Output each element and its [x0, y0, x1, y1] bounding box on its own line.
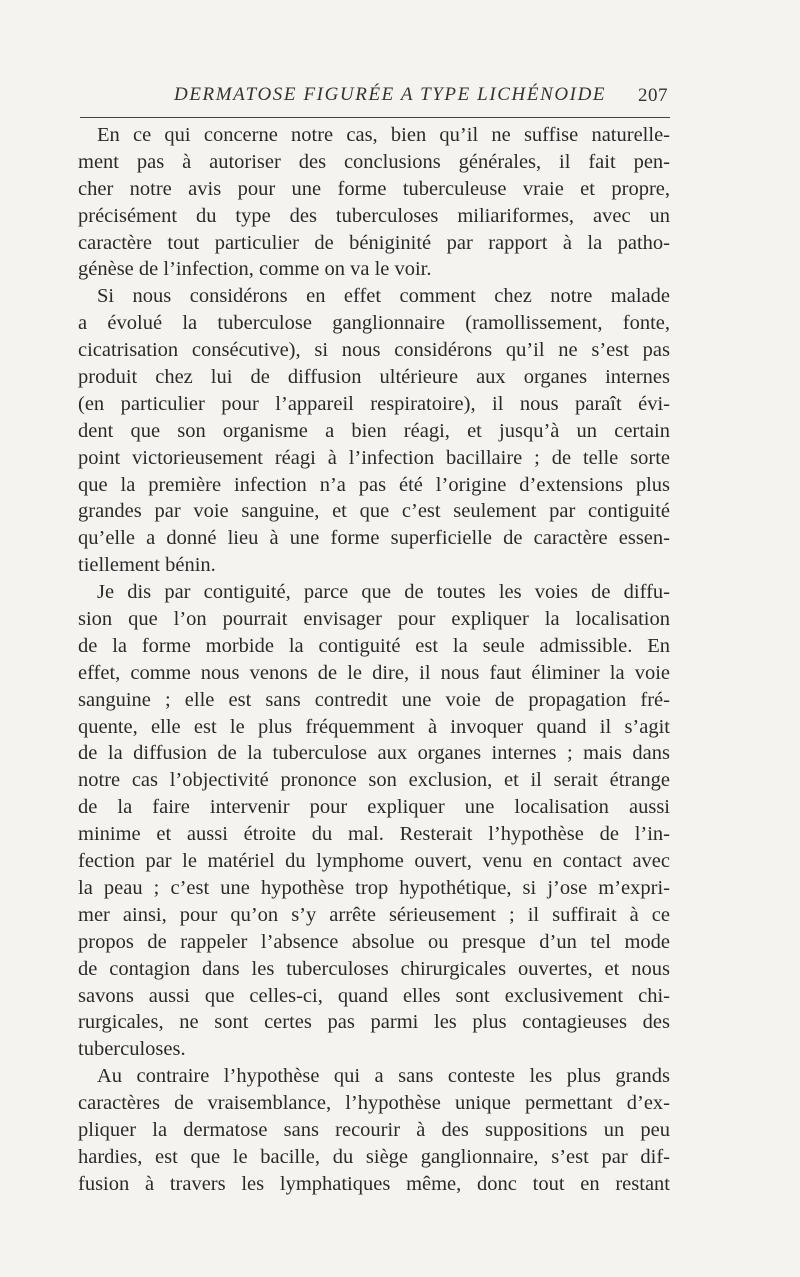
text-line: point victorieusement réagi à l’infection bacillaire ; de telle sorte [78, 446, 670, 469]
text-line: sion que l’on pourrait envisager pour expliquer la localisation [78, 608, 670, 631]
text-line: minime et aussi étroite du mal. Resterait l’hypothèse de l’in- [78, 823, 670, 846]
text-line: génèse de l’infection, comme on va le voir. [78, 258, 432, 281]
text-line: qu’elle a donné lieu à une forme superficielle de caractère essen- [78, 527, 670, 550]
text-line: cicatrisation consécutive), si nous considérons qu’il ne s’est pas [78, 339, 670, 362]
running-title: DERMATOSE FIGURÉE A TYPE LICHÉNOIDE [174, 84, 607, 105]
text-line: pliquer la dermatose sans recourir à des suppositions un peu [78, 1118, 670, 1141]
text-line: précisément du type des tuberculoses miliariformes, avec un [78, 204, 670, 227]
text-line: cher notre avis pour une forme tuberculeuse vraie et propre, [78, 177, 670, 200]
text-line: (en particulier pour l’appareil respiratoire), il nous paraît évi- [78, 392, 670, 415]
text-line: Si nous considérons en effet comment chez notre malade [97, 285, 670, 308]
text-line: fection par le matériel du lymphome ouvert, venu en contact avec [78, 850, 670, 873]
text-line: de la faire intervenir pour expliquer une localisation aussi [78, 796, 670, 819]
text-line: a évolué la tuberculose ganglionnaire (ramollissement, fonte, [78, 312, 670, 335]
text-line: tuberculoses. [78, 1038, 186, 1061]
text-line: de la diffusion de la tuberculose aux organes internes ; mais dans [78, 742, 670, 765]
text-line: mer ainsi, pour qu’on s’y arrête sérieusement ; il suffirait à ce [78, 903, 670, 926]
body-text [78, 122, 670, 1198]
page-number: 207 [638, 85, 668, 106]
header-rule [80, 117, 670, 118]
text-line: grandes par voie sanguine, et que c’est seulement par contiguité [78, 500, 670, 523]
text-line: Au contraire l’hypothèse qui a sans conteste les plus grands [97, 1065, 670, 1088]
text-line: produit chez lui de diffusion ultérieure aux organes internes [78, 366, 670, 389]
text-line: caractères de vraisemblance, l’hypothèse unique permettant d’ex- [78, 1092, 670, 1115]
text-line: Je dis par contiguité, parce que de toutes les voies de diffu- [97, 581, 670, 604]
text-line: caractère tout particulier de béniginité par rapport à la patho- [78, 231, 670, 254]
text-line: dent que son organisme a bien réagi, et jusqu’à un certain [78, 419, 670, 442]
text-line: que la première infection n’a pas été l’origine d’extensions plus [78, 473, 670, 496]
text-line: fusion à travers les lymphatiques même, donc tout en restant [78, 1172, 670, 1195]
text-line: propos de rappeler l’absence absolue ou presque d’un tel mode [78, 930, 670, 953]
text-line: hardies, est que le bacille, du siège ganglionnaire, s’est par dif- [78, 1145, 670, 1168]
text-line: quente, elle est le plus fréquemment à invoquer quand il s’agit [78, 715, 670, 738]
running-head [78, 84, 670, 112]
text-line: effet, comme nous venons de le dire, il nous faut éliminer la voie [78, 661, 670, 684]
text-line: En ce qui concerne notre cas, bien qu’il ne suffise naturelle- [97, 124, 670, 146]
text-line: rurgicales, ne sont certes pas parmi les plus contagieuses des [78, 1011, 670, 1034]
text-line: notre cas l’objectivité prononce son exclusion, et il serait étrange [78, 769, 670, 792]
text-line: de contagion dans les tuberculoses chirurgicales ouvertes, et nous [78, 957, 670, 980]
text-line: sanguine ; elle est sans contredit une voie de propagation fré- [78, 688, 670, 711]
text-line: la peau ; c’est une hypothèse trop hypothétique, si j’ose m’expri- [78, 876, 670, 899]
text-line: de la forme morbide la contiguité est la seule admissible. En [78, 634, 670, 657]
text-line: savons aussi que celles-ci, quand elles sont exclusivement chi- [78, 984, 670, 1007]
book-page [78, 0, 670, 1277]
text-line: ment pas à autoriser des conclusions générales, il fait pen- [78, 150, 670, 173]
text-line: tiellement bénin. [78, 554, 216, 577]
